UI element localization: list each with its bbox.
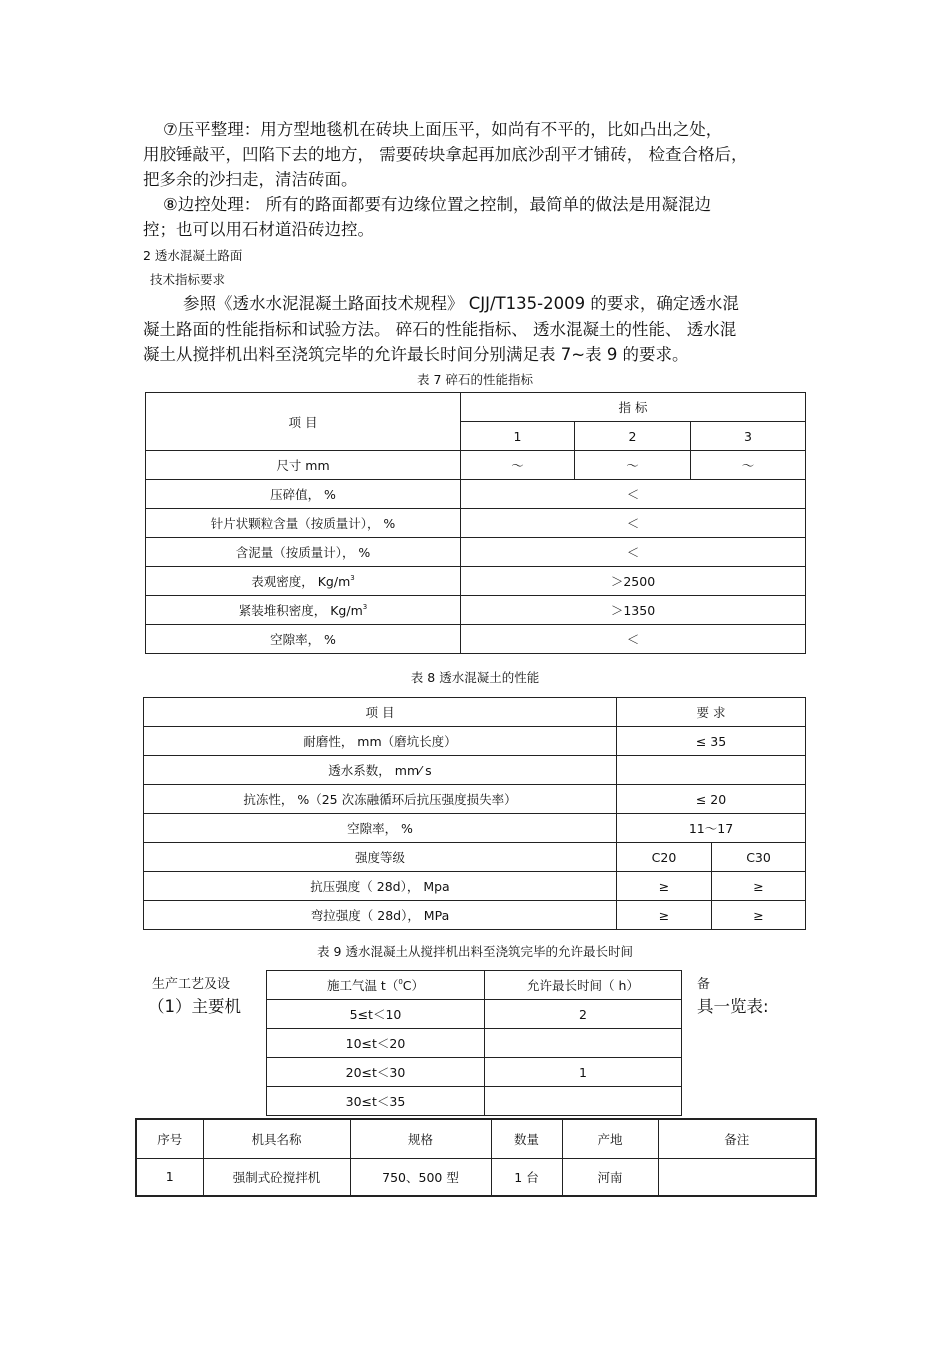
table7-label-cell (146, 596, 461, 625)
table9-temp: 30≤t＜35 (267, 1087, 485, 1116)
equipment-header-origin: 产地 (562, 1119, 658, 1158)
table-row (267, 1000, 682, 1029)
table-row (144, 872, 806, 901)
table9-header-temp-unit: C） (402, 978, 425, 993)
superscript: 3 (350, 574, 355, 582)
table-row (267, 1087, 682, 1116)
table7-value: ＜ (461, 509, 806, 538)
table-row (146, 509, 806, 538)
table-row (146, 625, 806, 654)
table8-c30: ≥ (712, 901, 806, 930)
paragraph-line: 控；也可以用石材道沿砖边控。 (143, 220, 374, 239)
paragraph-line: 凝土从搅拌机出料至浇筑完毕的允许最长时间分别满足表 7~表 9 的要求。 (143, 345, 689, 364)
table-row (144, 727, 806, 756)
paragraph-line: ⑦压平整理：用方型地毯机在砖块上面压平，如尚有不平的，比如凸出之处， (163, 120, 723, 139)
table-row (146, 567, 806, 596)
table7-value: ＜ (461, 538, 806, 567)
paragraph-line: ⑧边控处理： 所有的路面都要有边缘位置之控制，最简单的做法是用凝混边 (163, 195, 712, 214)
equipment-origin: 河南 (562, 1158, 658, 1196)
table8-value: 11～17 (617, 814, 806, 843)
table7-col-2: 2 (575, 422, 691, 451)
table7-label: 表观密度， Kg/m (251, 574, 351, 589)
table7-value: ＜ (461, 625, 806, 654)
table-row (146, 596, 806, 625)
side-text-left-1: 生产工艺及设 (152, 977, 231, 992)
table9-time (485, 1029, 682, 1058)
table8-label: 抗冻性， %（25 次冻融循环后抗压强度损失率） (144, 785, 617, 814)
table8-c20: C20 (617, 843, 712, 872)
equipment-note (658, 1158, 816, 1196)
table9-header-temp-cell (267, 971, 485, 1000)
table8-caption: 表 8 透水混凝土的性能 (410, 670, 540, 685)
table-row (146, 538, 806, 567)
table7-value: ～ (575, 451, 691, 480)
table9-time: 2 (485, 1000, 682, 1029)
table7-label: 空隙率， % (146, 625, 461, 654)
table8-c30: C30 (712, 843, 806, 872)
superscript: 0 (398, 978, 403, 986)
section-heading: 2 透水混凝土路面 (143, 248, 243, 263)
equipment-header-note: 备注 (658, 1119, 816, 1158)
table9 (266, 970, 682, 1116)
equipment-index: 1 (136, 1158, 203, 1196)
table-row (267, 1058, 682, 1087)
table9-header-time: 允许最长时间（ h） (485, 971, 682, 1000)
paragraph-line: 用胶锤敲平，凹陷下去的地方， 需要砖块拿起再加底沙刮平才铺砖， 检查合格后， (143, 145, 748, 164)
equipment-header-index: 序号 (136, 1119, 203, 1158)
table7-label: 针片状颗粒含量（按质量计）， % (146, 509, 461, 538)
table7-value: ＜ (461, 480, 806, 509)
table8-label: 抗压强度（ 28d）， Mpa (144, 872, 617, 901)
table7-label-cell (146, 567, 461, 596)
table9-time: 1 (485, 1058, 682, 1087)
table8 (143, 697, 806, 930)
table-row (146, 480, 806, 509)
table7-header-index: 指 标 (461, 393, 806, 422)
table8-value: ≤ 35 (617, 727, 806, 756)
table7-value: ＞2500 (461, 567, 806, 596)
table9-caption: 表 9 透水混凝土从搅拌机出料至浇筑完毕的允许最长时间 (317, 944, 633, 959)
table8-label: 耐磨性， mm（磨坑长度） (144, 727, 617, 756)
table-row (146, 451, 806, 480)
table-row (144, 785, 806, 814)
table7-caption: 表 7 碎石的性能指标 (417, 372, 533, 387)
table8-header-item: 项 目 (144, 698, 617, 727)
equipment-spec: 750、500 型 (350, 1158, 491, 1196)
table9-time (485, 1087, 682, 1116)
table9-temp: 10≤t＜20 (267, 1029, 485, 1058)
table7-value: ＞1350 (461, 596, 806, 625)
table-row (136, 1158, 816, 1196)
table9-temp: 20≤t＜30 (267, 1058, 485, 1087)
table7-header-item: 项 目 (146, 393, 461, 451)
side-text-right-1: 备 (697, 977, 711, 992)
table7-label: 尺寸 mm (146, 451, 461, 480)
table8-value (617, 756, 806, 785)
table8-c20: ≥ (617, 901, 712, 930)
paragraph-line: 参照《透水水泥混凝土路面技术规程》 CJJ/T135-2009 的要求，确定透水混 (183, 294, 739, 313)
table8-header-req: 要 求 (617, 698, 806, 727)
side-text-right-2: 具一览表: (697, 997, 769, 1016)
table7-value: ～ (691, 451, 806, 480)
table-row (144, 814, 806, 843)
table8-label: 透水系数， mm⁄ s (144, 756, 617, 785)
equipment-header-name: 机具名称 (203, 1119, 350, 1158)
equipment-table (135, 1118, 817, 1197)
table8-label: 强度等级 (144, 843, 617, 872)
superscript: 3 (362, 603, 368, 611)
table7-col-1: 1 (461, 422, 575, 451)
table8-value: ≤ 20 (617, 785, 806, 814)
table7-value: ～ (461, 451, 575, 480)
table7-label: 紧装堆积密度， Kg/m (238, 603, 363, 618)
side-text-left-2: （1）主要机 (148, 997, 241, 1016)
table7 (145, 392, 806, 654)
table8-c20: ≥ (617, 872, 712, 901)
table8-label: 弯拉强度（ 28d）， MPa (144, 901, 617, 930)
table9-header-temp: 施工气温 t（ (326, 978, 399, 993)
equipment-qty: 1 台 (491, 1158, 562, 1196)
table7-col-3: 3 (691, 422, 806, 451)
table8-label: 空隙率， % (144, 814, 617, 843)
table-row (144, 756, 806, 785)
paragraph-line: 把多余的沙扫走，清洁砖面。 (143, 170, 358, 189)
table7-label: 压碎值， % (146, 480, 461, 509)
sub-heading: 技术指标要求 (150, 272, 226, 287)
equipment-name: 强制式砼搅拌机 (203, 1158, 350, 1196)
table9-temp: 5≤t＜10 (267, 1000, 485, 1029)
table-row (267, 1029, 682, 1058)
paragraph-line: 凝土路面的性能指标和试验方法。 碎石的性能指标、 透水混凝土的性能、 透水混 (143, 320, 737, 339)
table7-label: 含泥量（按质量计）， % (146, 538, 461, 567)
equipment-header-spec: 规格 (350, 1119, 491, 1158)
table-row (144, 901, 806, 930)
table8-c30: ≥ (712, 872, 806, 901)
table-row (144, 843, 806, 872)
equipment-header-qty: 数量 (491, 1119, 562, 1158)
